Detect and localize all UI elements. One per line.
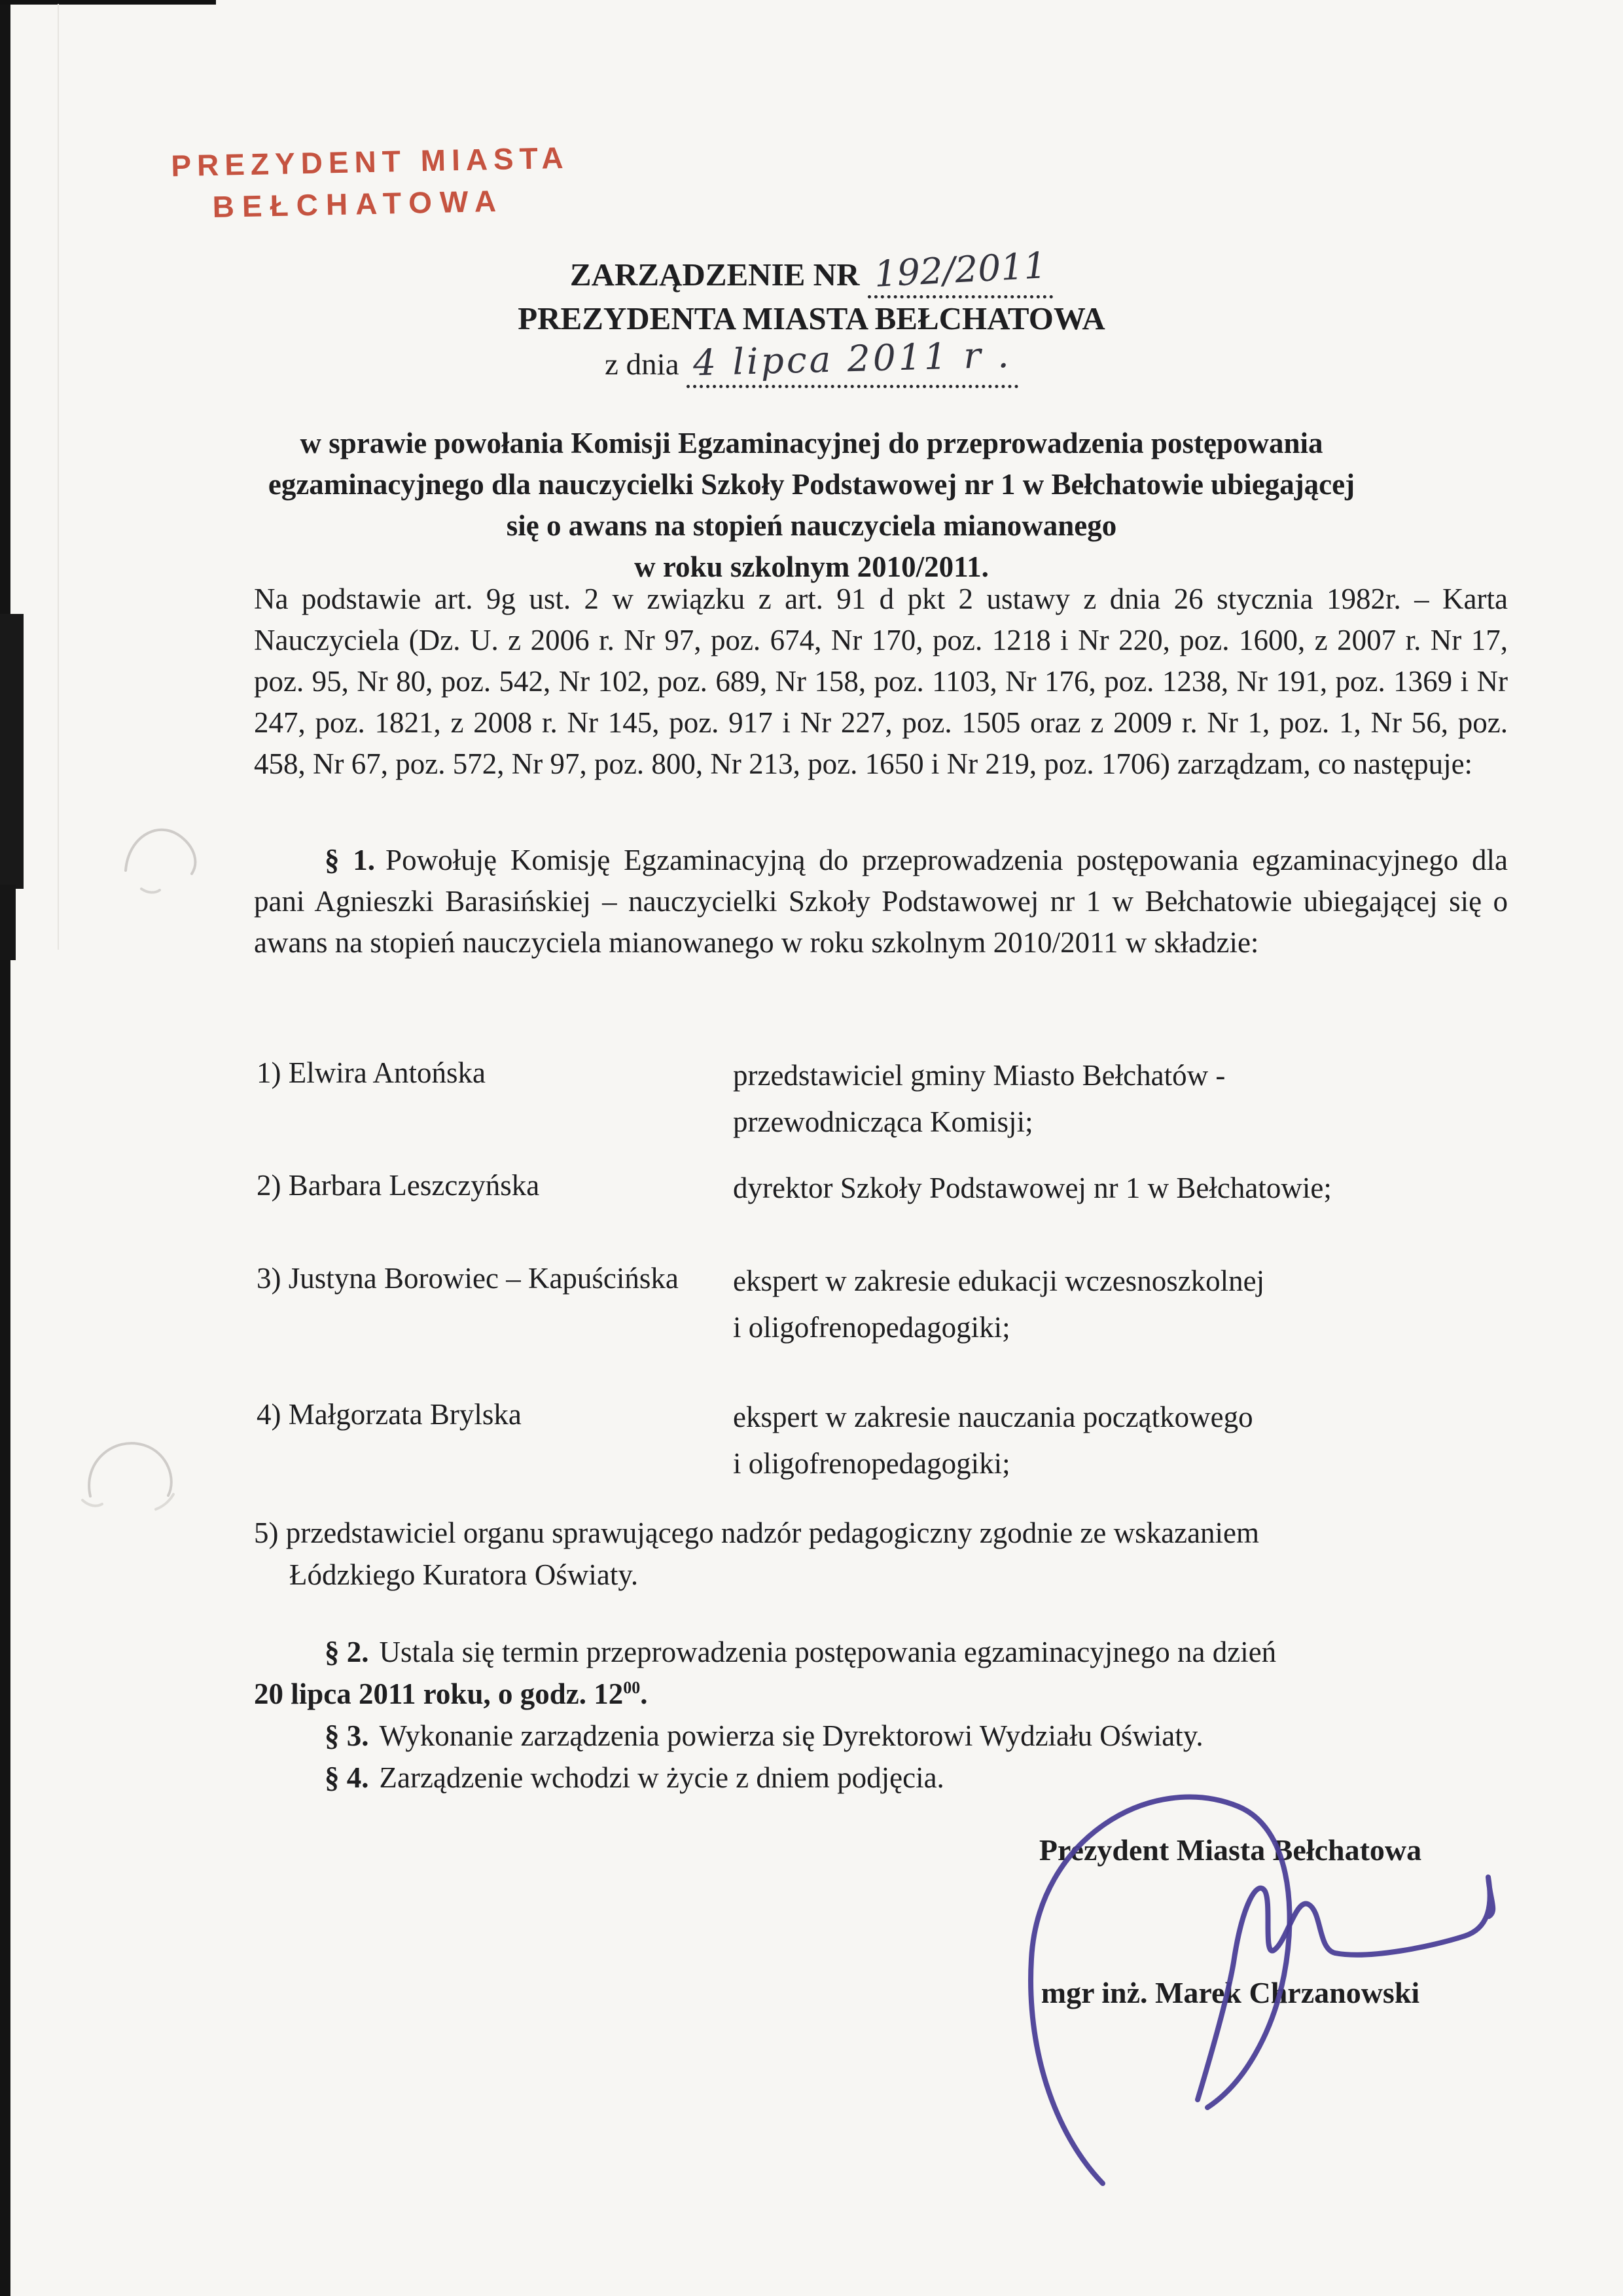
subject-line: w roku szkolnym 2010/2011. xyxy=(634,550,989,583)
signature-name: mgr inż. Marek Chrzanowski xyxy=(1041,1976,1420,2009)
scan-edge-artifact xyxy=(0,614,24,889)
handwritten-date: 4 lipca 2011 r . xyxy=(692,333,1012,384)
official-stamp xyxy=(171,140,571,226)
handwritten-ordinance-number: 192/2011 xyxy=(872,244,1048,295)
signature-title: Prezydent Miasta Bełchatowa xyxy=(1039,1833,1422,1867)
title-prefix: ZARZĄDZENIE NR xyxy=(569,257,860,293)
document-title xyxy=(0,244,1623,388)
commission-row xyxy=(257,1165,1512,1211)
member-name: 2) Barbara Leszczyńska xyxy=(257,1169,540,1202)
member-role: ekspert w zakresie nauczania początkowego i oligofrenopedagogiki; xyxy=(733,1401,1253,1480)
stamp-line-1: PREZYDENT MIASTA xyxy=(170,140,570,183)
pencil-arc-mark xyxy=(111,810,209,902)
member-number: 3) xyxy=(257,1262,281,1295)
subject-line: egzaminacyjnego dla nauczycielki Szkoły Podstawowej nr 1 w Bełchatowie ubiegającej xyxy=(268,468,1355,501)
item-5-line-1: 5) przedstawiciel organu sprawującego nadzór pedagogiczny zgodnie ze wskazaniem xyxy=(254,1516,1260,1549)
commission-row xyxy=(257,1052,1512,1145)
section-marker: § 1. xyxy=(325,844,376,876)
title-date-line xyxy=(0,333,1623,388)
closing-paragraphs xyxy=(254,1631,1524,1799)
section-marker: § 3. xyxy=(325,1719,369,1752)
paragraph-1-text: Powołuję Komisję Egzaminacyjną do przeprowadzenia postępowania egzaminacyjnego dla pani Agnieszki Barasińskiej – nauczycielki Szkoły Podstawowej nr 1 w Bełchatowie ubiegającej się o awans na stopień nauczyciela mianowanego w roku szkolnym 2010/2011 w składzie: xyxy=(254,844,1508,959)
member-number: 1) xyxy=(257,1056,281,1089)
commission-row xyxy=(257,1258,1512,1351)
member-name: 4) Małgorzata Brylska xyxy=(257,1398,522,1431)
dotted-line xyxy=(687,333,1018,388)
hour-superscript: 00 xyxy=(623,1678,641,1697)
member-role: przedstawiciel gminy Miasto Bełchatów - przewodnicząca Komisji; xyxy=(733,1059,1226,1138)
paragraph-1 xyxy=(254,840,1508,963)
scan-edge-artifact xyxy=(0,0,216,5)
paragraph-4: § 4. Zarządzenie wchodzi w życie z dniem podjęcia. xyxy=(325,1761,944,1794)
member-name: 3) Justyna Borowiec – Kapuścińska xyxy=(257,1262,679,1295)
member-name: 1) Elwira Antońska xyxy=(257,1056,486,1089)
legal-basis-paragraph: Na podstawie art. 9g ust. 2 w związku z art. 91 d pkt 2 ustawy z dnia 26 stycznia 1982r. – Karta Nauczyciela (Dz. U. z 2006 r. Nr 97, poz. 674, Nr 170, poz. 1218 i Nr 220, poz. 1600, z 2007 r. Nr 17, poz. 95, Nr 80, poz. 542, Nr 102, poz. 689, Nr 158, poz. 1103, Nr 176, poz. 1238, Nr 191, poz. 1369 i Nr 247, poz. 1821, z 2008 r. Nr 145, poz. 917 i Nr 227, poz. 1505 oraz z 2009 r. Nr 1, poz. 1, Nr 56, poz. 458, Nr 67, poz. 572, Nr 97, poz. 800, Nr 213, poz. 1650 i Nr 219, poz. 1706) zarządzam, co następuje: xyxy=(254,583,1508,780)
date-prefix: z dnia xyxy=(605,348,679,382)
scan-edge-artifact xyxy=(0,885,16,960)
subject-paragraph xyxy=(0,423,1623,588)
section-marker: § 4. xyxy=(325,1761,369,1794)
pencil-arc-mark xyxy=(77,1426,188,1524)
commission-item-5 xyxy=(254,1512,1524,1596)
title-line-1 xyxy=(0,244,1623,298)
title-line-2: PREZYDENTA MIASTA BEŁCHATOWA xyxy=(518,300,1105,336)
paragraph-3: § 3. Wykonanie zarządzenia powierza się Dyrektorowi Wydziału Oświaty. xyxy=(325,1719,1204,1752)
member-role: ekspert w zakresie edukacji wczesnoszkolnej i oligofrenopedagogiki; xyxy=(733,1265,1265,1344)
subject-line: się o awans na stopień nauczyciela mianowanego xyxy=(506,509,1117,542)
commission-row xyxy=(257,1394,1512,1487)
dotted-line xyxy=(868,244,1053,298)
paragraph-2: § 2. Ustala się termin przeprowadzenia postępowania egzaminacyjnego na dzień xyxy=(325,1636,1277,1668)
paragraph-2-date-line: 20 lipca 2011 roku, o godz. $12^{00}$. xyxy=(254,1677,648,1710)
item-5-line-2: Łódzkiego Kuratora Oświaty. xyxy=(289,1558,639,1591)
stamp-line-2: BEŁCHATOWA xyxy=(212,183,505,224)
subject-line: w sprawie powołania Komisji Egzaminacyjnej do przeprowadzenia postępowania xyxy=(300,427,1323,459)
member-number: 2) xyxy=(257,1169,281,1202)
member-role: dyrektor Szkoły Podstawowej nr 1 w Bełchatowie; xyxy=(733,1172,1332,1204)
member-number: 4) xyxy=(257,1398,281,1431)
section-marker: § 2. xyxy=(325,1636,369,1668)
